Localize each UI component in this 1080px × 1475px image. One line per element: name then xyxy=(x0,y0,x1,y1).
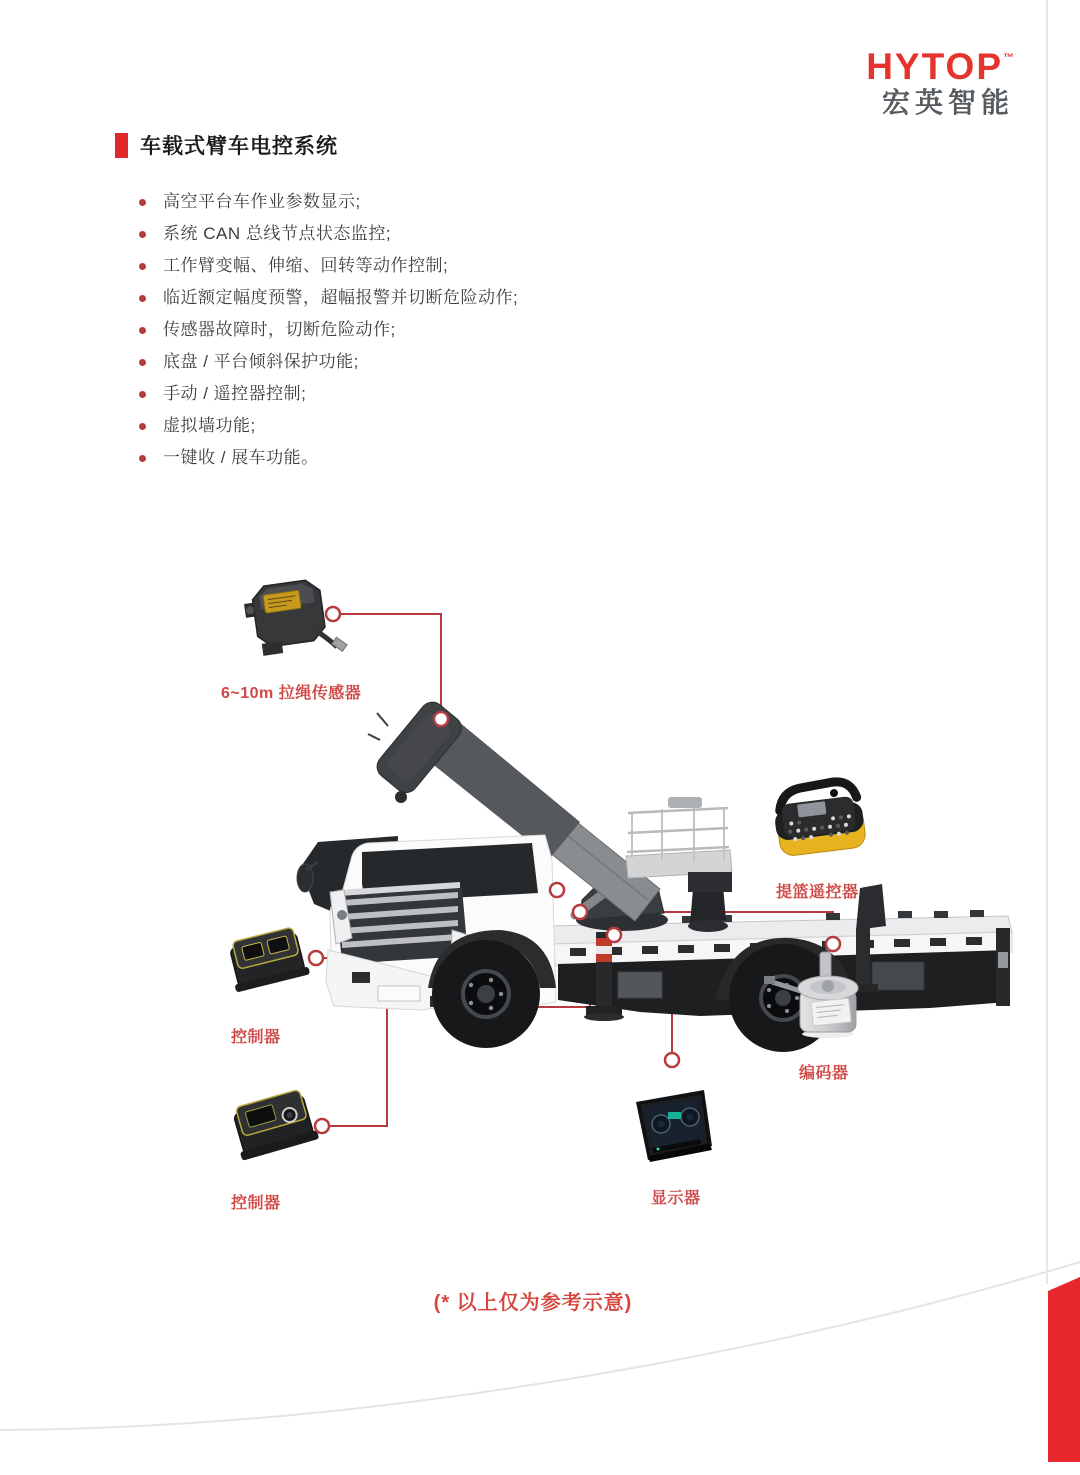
connector-point xyxy=(607,928,621,942)
controller-front-image xyxy=(224,926,310,993)
reference-footnote: (* 以上仅为参考示意) xyxy=(433,1292,633,1314)
truck-front-wheel xyxy=(428,930,556,1048)
connector-point xyxy=(326,607,340,621)
connector-point xyxy=(826,937,840,951)
label-controller-rear: 控制器 xyxy=(231,1195,281,1212)
feature-text: 手动 / 遥控器控制; xyxy=(163,384,307,403)
brand-logo-cn: 宏英智能 xyxy=(881,87,1014,118)
feature-text: 临近额定幅度预警，超幅报警并切断危险动作; xyxy=(163,288,519,307)
connector-point xyxy=(573,905,587,919)
controller-rear-image xyxy=(228,1088,320,1161)
trademark-symbol: ™ xyxy=(1003,52,1014,64)
brand-logo-text: HYTOP xyxy=(866,46,1003,87)
label-basket-remote: 提篮遥控器 xyxy=(776,884,859,901)
feature-text: 传感器故障时，切断危险动作; xyxy=(163,320,396,339)
page-title: 车载式臂车电控系统 xyxy=(140,135,338,158)
display-image xyxy=(636,1090,712,1162)
connector-point xyxy=(665,1053,679,1067)
feature-text: 底盘 / 平台倾斜保护功能; xyxy=(163,352,359,371)
feature-text: 虚拟墙功能; xyxy=(163,416,256,435)
basket-remote-image xyxy=(771,779,867,857)
connector-line xyxy=(333,614,441,719)
truck-illustration xyxy=(297,697,1012,1052)
label-rope-sensor: 6~10m 拉绳传感器 xyxy=(221,685,362,702)
connector-point xyxy=(315,1119,329,1133)
feature-text: 高空平台车作业参数显示; xyxy=(163,192,361,211)
feature-text: 系统 CAN 总线节点状态监控; xyxy=(163,224,392,243)
label-display: 显示器 xyxy=(651,1190,701,1207)
connector-point xyxy=(309,951,323,965)
label-encoder: 编码器 xyxy=(799,1065,849,1082)
label-controller-front: 控制器 xyxy=(231,1029,281,1046)
feature-text: 一键收 / 展车功能。 xyxy=(163,448,319,467)
connector-point xyxy=(550,883,564,897)
feature-text: 工作臂变幅、伸缩、回转等动作控制; xyxy=(163,256,449,275)
connector-point xyxy=(434,712,448,726)
